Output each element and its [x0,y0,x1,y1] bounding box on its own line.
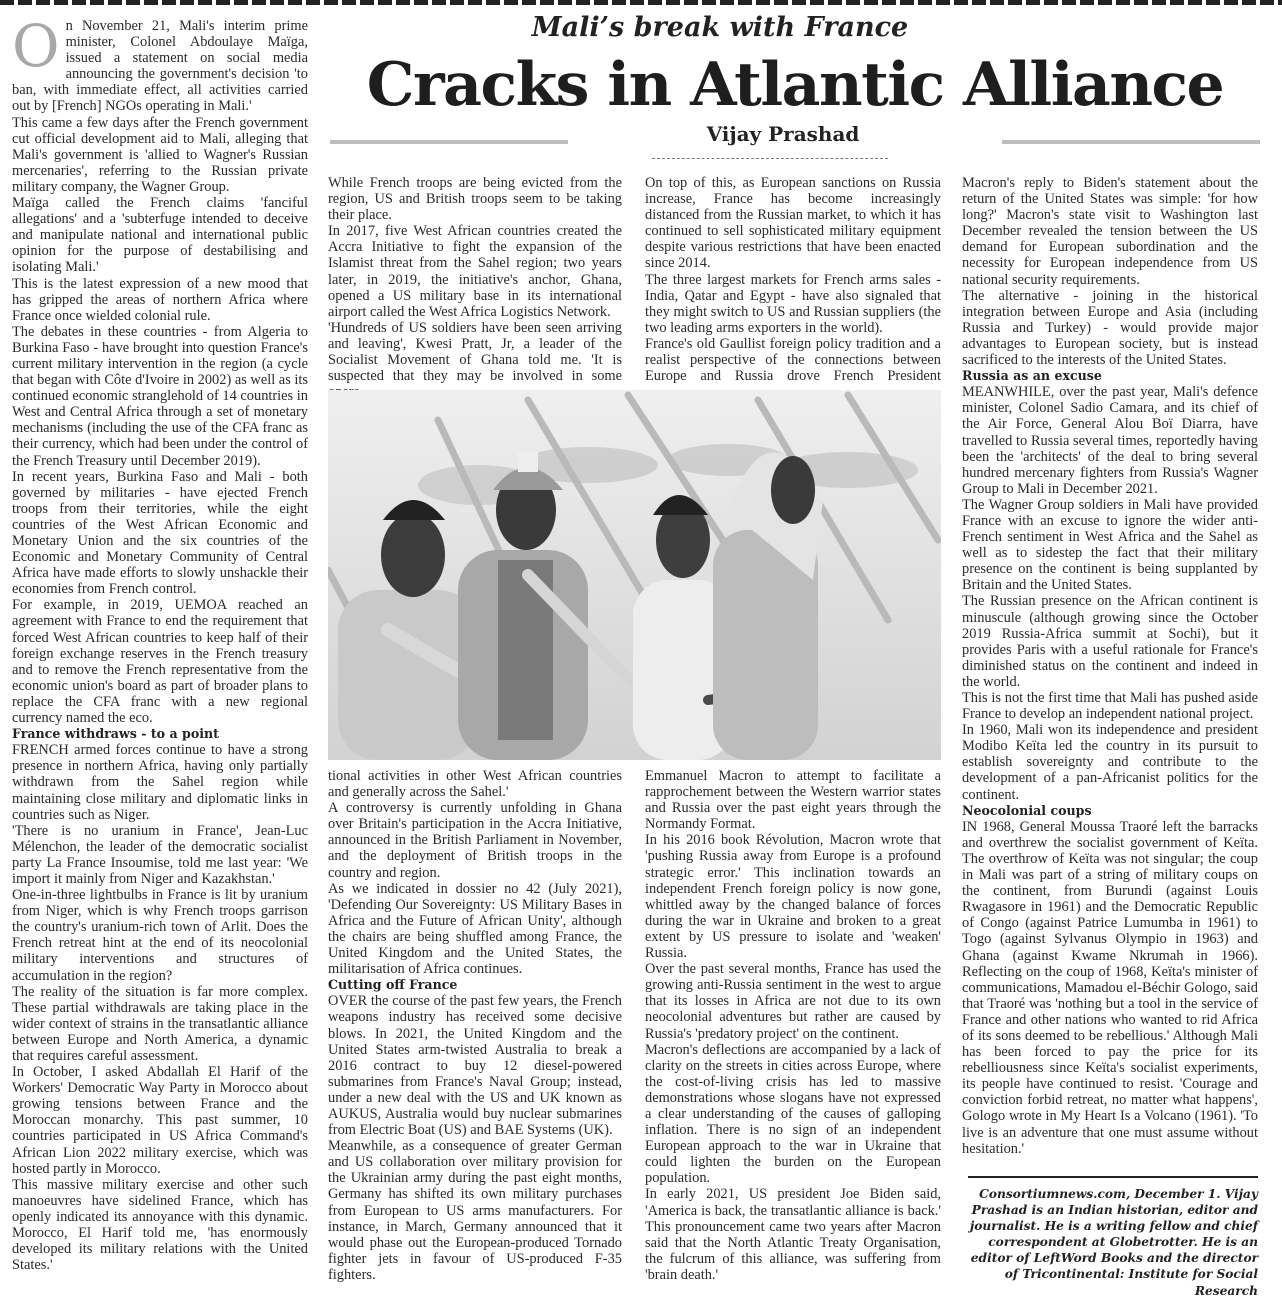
paragraph: A controversy is currently unfolding in Ghana over Britain's participation in the Accra Initiative, announced in the British Parliament in November, and the deployment of British troops in the country and region. [328,800,622,881]
paragraph: The reality of the situation is far more complex. These partial withdrawals are taking place in the wider context of strains in the transatlantic alliance between Europe and North America, a dynamic that requires careful assessment. [12,983,308,1064]
paragraph: The Wagner Group soldiers in Mali have provided France with an excuse to ignore the wider anti-French sentiment in West Africa and the Sahel as well as to sidestep the fact that their military presence on the continent is being supplanted by Britain and the United States. [962,496,1258,594]
paragraph [12,12,308,115]
paragraph: In October, I asked Abdallah El Harif of the Workers' Democratic Way Party in Morocco about growing tensions between France and the Moroccan monarchy. This past summer, 10 countries participated in US Africa Command's African Lion 2022 military exercise, which was hosted partly in Morocco. [12,1064,308,1177]
byline-row [330,122,1260,152]
paragraph: 'There is no uranium in France', Jean-Luc Mélenchon, the leader of the democratic socialist party La France Insoumise, told me last year: 'We import it mainly from Niger and Kazakhstan.' [12,822,308,887]
article-column-2-bottom [328,768,622,1283]
paragraph: Macron's deflections are accompanied by a lack of clarity on the streets in cities across Europe, where the cost-of-living crisis has led to massive demonstrations whose slogans have not expressed a clear understanding of the causes of galloping inflation. There is no sign of an independent European approach to the war in Ukraine that could lighten the burden on the European population. [645,1041,941,1187]
paragraph: In 1960, Mali won its independence and president Modibo Keïta led the country in its pursuit to establish sovereignty and contribute to the development of a pan-Africanist politics for the continent. [962,722,1258,803]
byline-rule-left [330,140,568,144]
article-column-4 [962,175,1258,1157]
byline-rule-right [1002,140,1260,144]
paragraph: Macron's reply to Biden's statement about the return of the United States was simple: 'for how long?' Macron's state visit to Washington last December revealed the tension between the US demand for European subordination and the necessity for European independence from US national security requirements. [962,175,1258,288]
top-dashed-rule [0,0,1282,5]
subheading: Russia as an excuse [962,368,1102,384]
paragraph: 'Hundreds of US soldiers have been seen arriving and leaving', Kwesi Pratt, Jr, a leader of the Socialist Movement of Ghana told me. 'It is suspected that they may be involved in some [328,319,622,385]
paragraph: The debates in these countries - from Algeria to Burkina Faso - have brought into question France's current military intervention in the region (a cycle that began with Côte d'Ivoire in 2002) as well as its continued economic stranglehold of 14 countries in West and Central Africa through a set of monetary mechanisms (including the use of the CFA franc as their currency, which had been under the control of the French Treasury until December 2019). [12,323,308,469]
subheading: Cutting off France [328,977,458,993]
subheading: France withdraws - to a point [12,726,219,742]
drop-cap: O [12,12,60,80]
paragraph: IN 1968, General Moussa Traoré left the barracks and overthrew the socialist government of Keïta. The overthrow of Keïta was not singular; the coup in Mali was part of a string of military coups on the continent, from Burundi (against Louis Rwagasore in 1961) and the Democratic Republic of Congo (against Patrice Lumumba in 1961) to Togo (against Sylvanus Olympio in 1963) and Ghana (against Kwame Nkrumah in 1966). Reflecting on the coup of 1968, Keïta's minister of communications, Mamadou el-Béchir Gologo, said that Traoré was 'nothing but a tool in the service of France and other nations who wanted to rid Africa of its sons deemed to be rebellious.' Although Mali has been forced to pay the price for its rebelliousness since Keïta's socialist experiments, its people have continued to resist. 'Courage and conviction forbid retreat, no matter what happens', Gologo wrote in My Heart Is a Volcano (1961). 'To live is an adventure that one must assume without hesitation.' [962,818,1258,1157]
article-column-3-bottom [645,768,941,1283]
photo-illustration [328,390,941,760]
paragraph: Meanwhile, as a consequence of greater German and US collaboration over military provision for the Ukrainian army during the past eight months, Germany has shifted its own military purchases from European to US arms manufacturers. For instance, in March, Germany announced that it would phase out the European-produced Tornado fighter jets in favour of US-produced F-35 fighters. [328,1138,622,1283]
paragraph: In 2017, five West African countries created the Accra Initiative to fight the expansion of the Islamist threat from the Sahel region; two years later, in 2019, the initiative's anchor, Ghana, opened a US military base in its international airport called the West Africa Logistics Network. [328,223,622,320]
paragraph: This is the latest expression of a new mood that has gripped the areas of northern Africa where France once wielded colonial rule. [12,275,308,324]
headline: Cracks in Atlantic Alliance [366,50,1224,120]
kicker: Mali’s break with France [531,12,909,43]
author-credit: Consortiumnews.com, December 1. Vijay Prashad is an Indian historian, editor and journalist. He is a writing fellow and chief correspondent at Globetrotter. He is an editor of LeftWord Books and the director of Tricontinental: Institute for Social Research [969,1187,1258,1298]
paragraph: For example, in 2019, UEMOA reached an agreement with France to end the requirement that forced West African countries to keep half of their foreign exchange reserves in the French treasury and to remove the French representative from the economic union's board as part of broader plans to replace the CFA franc with a new regional currency named the eco. [12,597,308,727]
paragraph: tional activities in other West African countries and generally across the Sahel.' [328,768,622,801]
paragraph: Emmanuel Macron to attempt to facilitate a rapprochement between the Western warrior states and Russia over the past eight years through the Normandy Format. [645,768,941,833]
paragraph: OVER the course of the past few years, the French weapons industry has received some decisive blows. In 2021, the United Kingdom and the United States arm-twisted Australia to break a 2016 contract to buy 12 diesel-powered submarines from France's Naval Group; instead, under a new deal with the US and UK known as AUKUS, Australia would buy nuclear submarines from Electric Boat (US) and BAE Systems (UK). [328,993,622,1139]
subheading: Neocolonial coups [962,802,1092,818]
paragraph: The Russian presence on the African continent is minuscule (although growing since the October 2019 Russia-Africa summit at Sochi), but it provides Paris with a useful rationale for France's diminished status on the continent and indeed in the world. [962,593,1258,690]
paragraph: Maïga called the French claims 'fanciful allegations' and a 'subterfuge intended to deceive and manipulate national and international public opinion for the purpose of destabilising and isolating Mali.' [12,195,308,276]
paragraph: While French troops are being evicted from the region, US and British troops seem to be taking their place. [328,175,622,224]
paragraph: France's old Gaullist foreign policy tradition and a realist perspective of the connections between Europe and Russia drove French President [645,335,941,385]
paragraph: The alternative - joining in the historical integration between Europe and Asia (including Russia and Turkey) - would provide major advantages to European society, but is instead sacrificed to the interests of the United States. [962,287,1258,369]
paragraph: On top of this, as European sanctions on Russia increase, France has become increasingly distanced from the Russian market, to which it has continued to sell sophisticated military equipment despite various restrictions that have been enacted since 2014. [645,175,941,272]
paragraph: One-in-three lightbulbs in France is lit by uranium from Niger, which is why French troops garrison the country's uranium-rich town of Arlit. Does the French retreat hint at the end of its neocolonial military interventions and structures of accumulation in the region? [12,887,308,984]
article-photo [328,390,941,760]
byline-dashed-rule [652,158,888,159]
article-column-1 [12,12,308,1274]
paragraph: This came a few days after the French government cut official development aid to Mali, alleging that Mali's government is 'allied to Wagner's Russian mercenaries', referring to the Russian private military company, the Wagner Group. [12,114,308,195]
paragraph: This massive military exercise and other such manoeuvres have sidelined France, which has openly indicated its annoyance with this dynamic. Morocco, El Harif told me, 'has enormously developed its military relations with the United States.' [12,1176,308,1274]
paragraph: In early 2021, US president Joe Biden said, 'America is back, the transatlantic alliance is back.' This pronouncement came two years after Macron said that the North Atlantic Treaty Organisation, the fulcrum of this alliance, was suffering from 'brain death.' [645,1186,941,1283]
byline: Vijay Prashad [706,122,860,146]
paragraph-text: n November 21, Mali's interim prime minister, Colonel Abdoulaye Maïga, issued a statement on social media announcing the government's decision 'to ban, with immediate effect, all activities carried out by [French] NGOs operating in Mali.' [12,18,308,115]
paragraph: In recent years, Burkina Faso and Mali - both governed by militaries - have ejected French troops from their territories, while the eight countries of the West African Economic and Monetary Union and the six countries of the Economic and Monetary Community of Central Africa have made efforts to slowly unshackle their economies from French control. [12,468,308,598]
paragraph: The three largest markets for French arms sales - India, Qatar and Egypt - have also signaled that they might switch to US and Russian suppliers (the two leading arms exporters in the world). [645,271,941,336]
paragraph: As we indicated in dossier no 42 (July 2021), 'Defending Our Sovereignty: US Military Bases in Africa and the Future of African Unity', although the chairs are being shuffled among France, the United Kingdom and the United States, the militarisation of Africa continues. [328,880,622,978]
paragraph: This is not the first time that Mali has pushed aside France to develop an independent national project. [962,690,1258,723]
article-column-2-top [328,175,622,400]
paragraph: FRENCH armed forces continue to have a strong presence in northern Africa, having only partially withdrawn from the Sahel region while maintaining close military and diplomatic links in countries such as Niger. [12,742,308,823]
paragraph: Over the past several months, France has used the growing anti-Russia sentiment in the west to argue that its losses in Africa are not due to its own neocolonial adventures but rather are caused by Russia's 'predatory project' on the continent. [645,961,941,1042]
paragraph: In his 2016 book Révolution, Macron wrote that 'pushing Russia away from Europe is a profound strategic error.' This inclination towards an independent French foreign policy is now gone, whittled away by the changed balance of forces during the war in Ukraine and broken to a great extent by US pressure to isolate and 'weaken' Russia. [645,832,941,962]
article-column-3-top [645,175,941,384]
credit-rule [968,1176,1258,1178]
paragraph: MEANWHILE, over the past year, Mali's defence minister, Colonel Sadio Camara, and its chief of the Air Force, General Alou Boï Diarra, have travelled to Russia several times, reportedly having been the 'architects' of the deal to bring several hundred mercenary fighters from Russia's Wagner Group to Mali in December 2021. [962,384,1258,497]
